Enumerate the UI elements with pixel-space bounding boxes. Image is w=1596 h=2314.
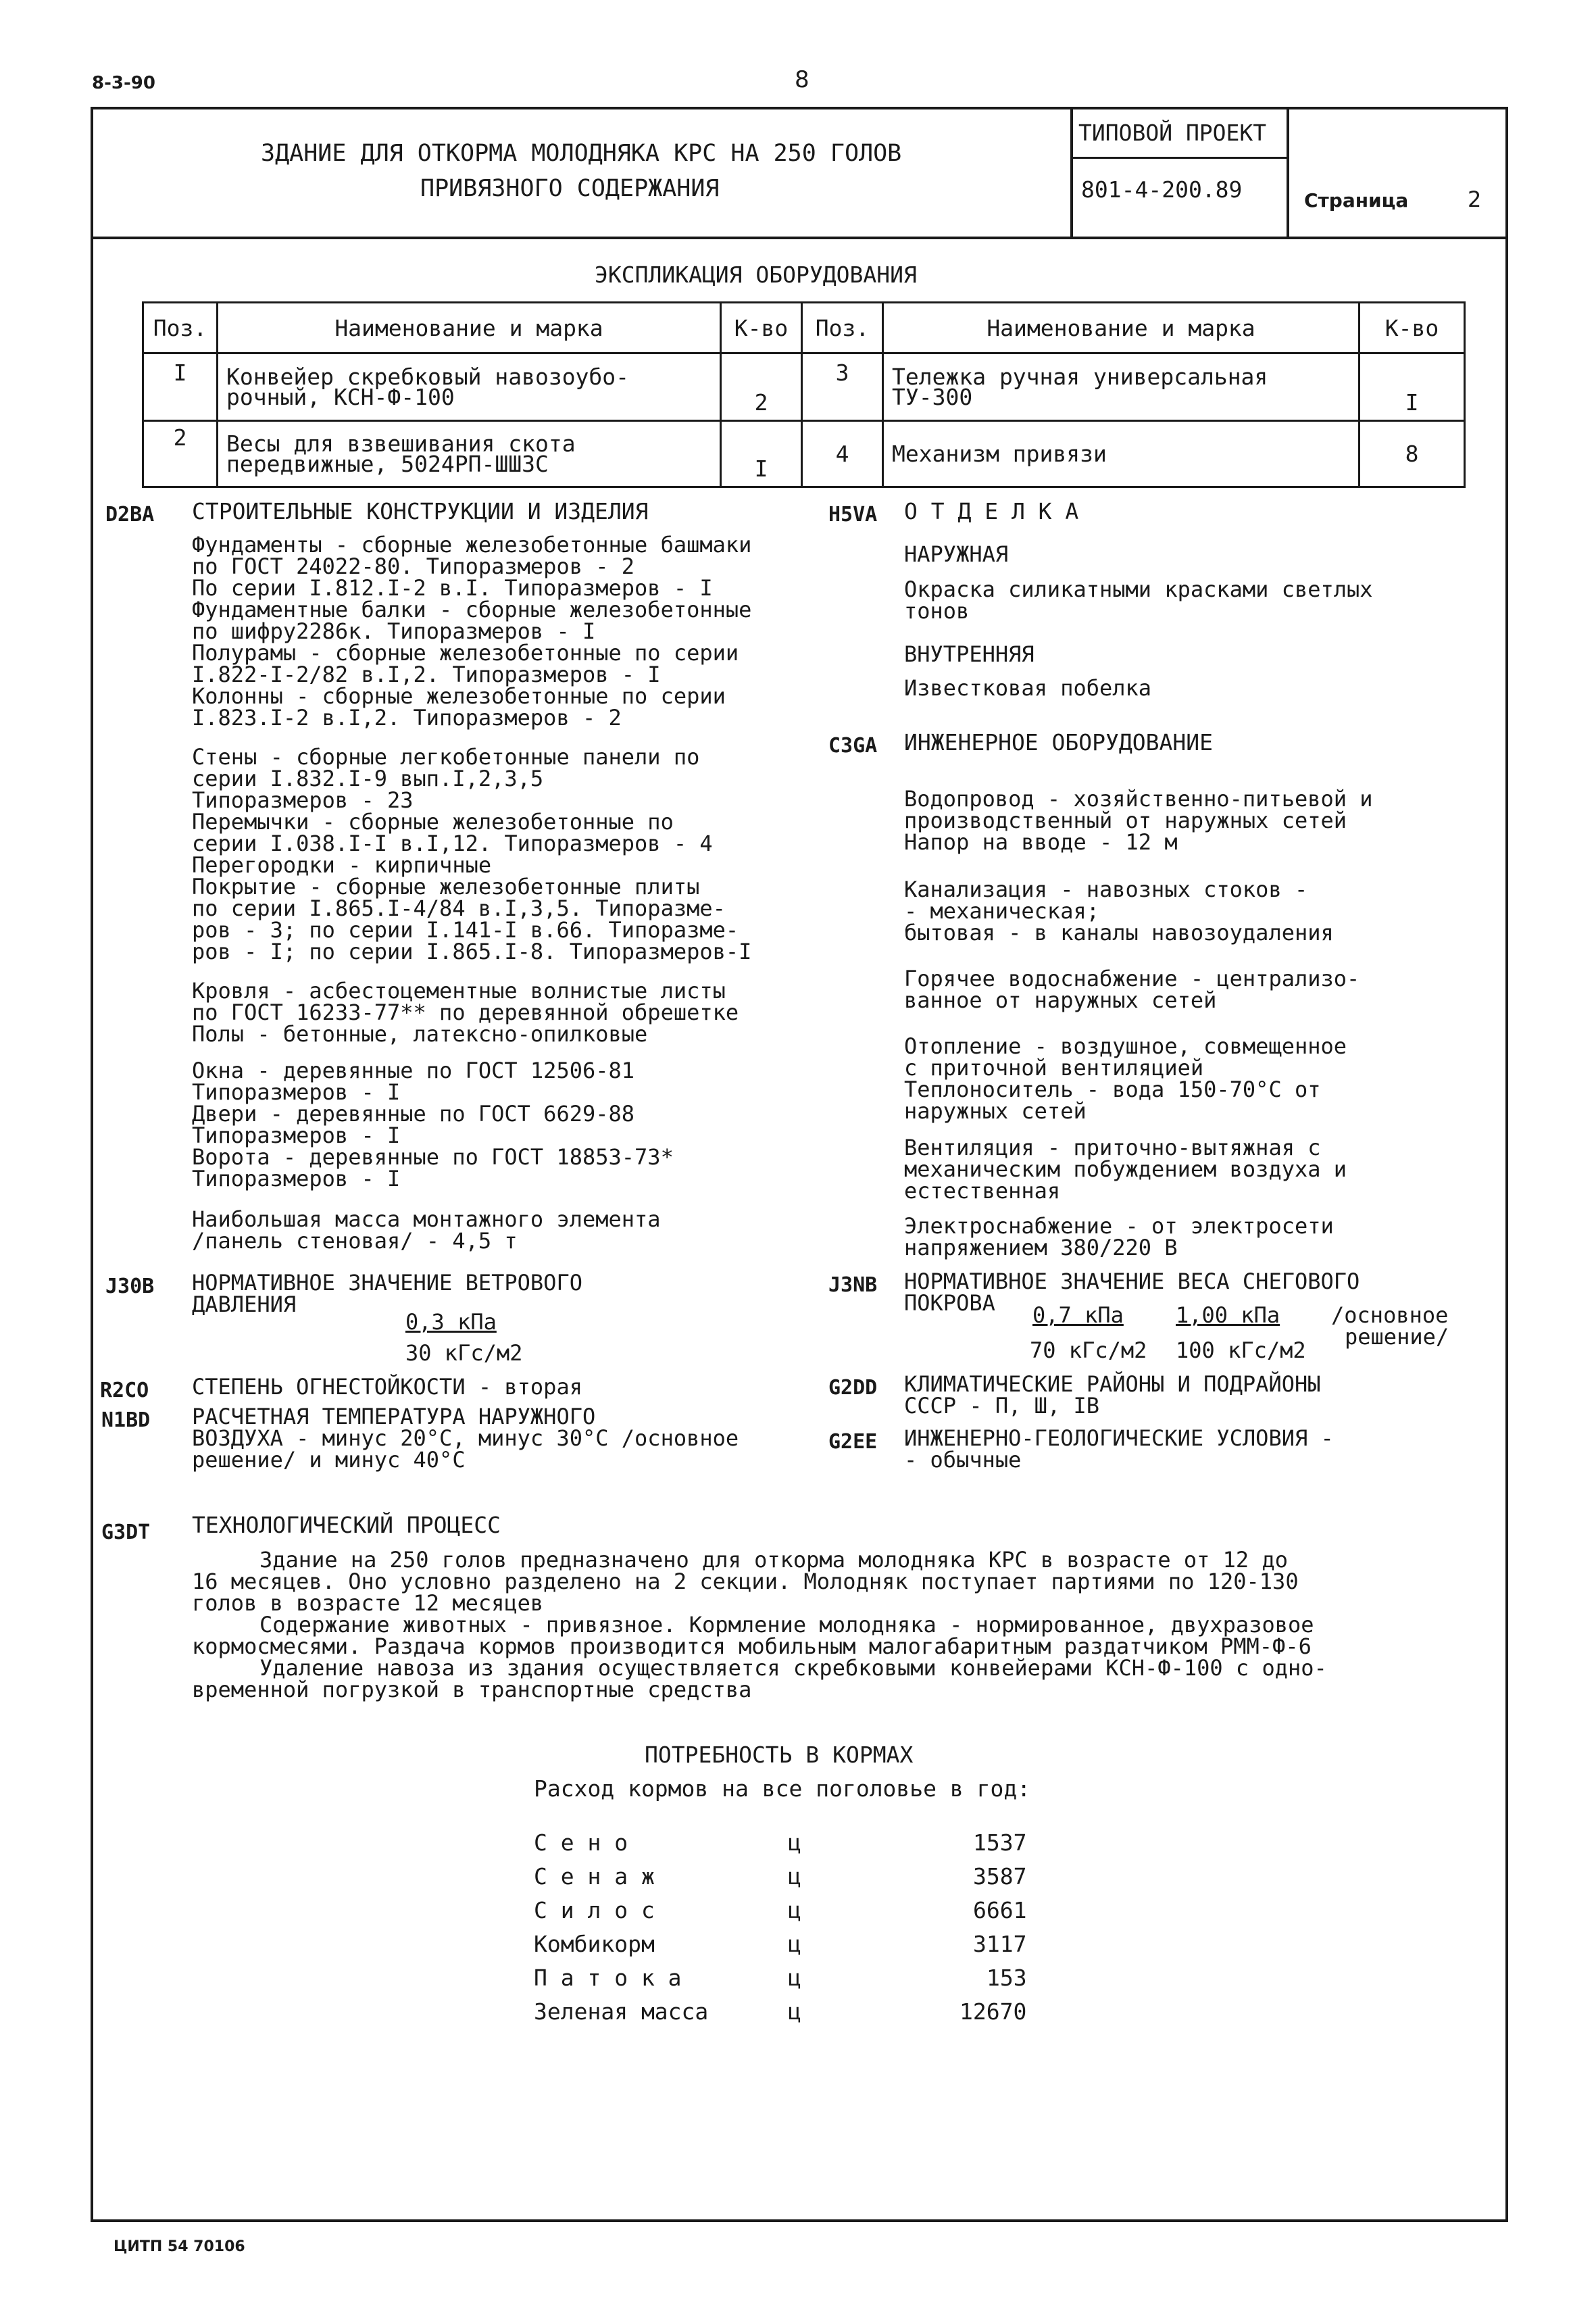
- section-code: J30B: [105, 1275, 155, 1298]
- text-line: СССР - П, Ш, IВ: [904, 1393, 1099, 1419]
- column-header: Наименование и марка: [218, 303, 721, 353]
- page-number: 8: [795, 66, 809, 93]
- feed-item-value: 6661: [973, 1897, 1027, 1923]
- header-divider: [1287, 107, 1289, 238]
- text-line: естественная: [904, 1178, 1061, 1204]
- feed-item-value: 3587: [973, 1863, 1027, 1890]
- text-line: Типоразмеров - 23: [192, 787, 414, 813]
- construction-block: [192, 980, 739, 1045]
- text-line: Окна - деревянные по ГОСТ 12506-81: [192, 1058, 635, 1083]
- name-line: передвижные, 5024РП-ШШЗС: [226, 450, 549, 477]
- text-line: /панель стеновая/ - 4,5 т: [192, 1228, 518, 1254]
- construction-block: [192, 534, 751, 729]
- fire-resistance: СТЕПЕНЬ ОГНЕСТОЙКОСТИ - вторая: [192, 1374, 582, 1400]
- feed-item-unit: ц: [788, 1897, 801, 1923]
- text-line: Фундаментные балки - сборные железобетонные: [192, 597, 752, 622]
- text-line: Перегородки - кирпичные: [192, 852, 492, 878]
- finishing-exterior-label: НАРУЖНАЯ: [904, 541, 1009, 567]
- finishing-interior-label: ВНУТРЕННЯЯ: [904, 641, 1034, 667]
- finishing-exterior: [904, 578, 1373, 622]
- text-line: тонов: [904, 598, 970, 624]
- engineering-sewer: [904, 879, 1334, 943]
- text-line: по серии I.865.I-4/84 в.I,3,5. Типоразме-: [192, 895, 726, 921]
- engineering-power: [904, 1215, 1334, 1258]
- text-line: НОРМАТИВНОЕ ЗНАЧЕНИЕ ВЕСА СНЕГОВОГО: [904, 1269, 1360, 1294]
- document-title-line1: ЗДАНИЕ ДЛЯ ОТКОРМА МОЛОДНЯКА КРС НА 250 ГОЛОВ: [261, 140, 902, 167]
- quantity-cell: I: [1360, 353, 1465, 421]
- text-line: с приточной вентиляцией: [904, 1055, 1204, 1081]
- section-code: D2BA: [105, 503, 155, 526]
- text-line: Фундаменты - сборные железобетонные башмаки: [192, 532, 752, 558]
- table-row: [143, 353, 1465, 421]
- text-line: КЛИМАТИЧЕСКИЕ РАЙОНЫ И ПОДРАЙОНЫ: [904, 1371, 1321, 1397]
- text-line: I.822-I-2/82 в.I,2. Типоразмеров - I: [192, 662, 661, 687]
- footer-stamp: ЦИТП 54 70106: [114, 2238, 245, 2255]
- text-line: Известковая побелка: [904, 675, 1152, 701]
- column-header: Поз.: [802, 303, 883, 353]
- wind-value-kpa: 0,3 кПа: [405, 1309, 497, 1335]
- equipment-table: [142, 301, 1466, 488]
- text-line: Двери - деревянные по ГОСТ 6629-88: [192, 1101, 635, 1127]
- section-code: R2CO: [100, 1379, 149, 1402]
- name-line: Тележка ручная универсальная: [892, 363, 1268, 390]
- section-code: H5VA: [828, 503, 878, 526]
- section-code: J3NB: [828, 1273, 878, 1297]
- text-line: По серии I.812.I-2 в.I. Типоразмеров - I: [192, 575, 713, 601]
- feed-item-name: П а т о к а: [534, 1965, 682, 1991]
- text-line: ров - I; по серии I.865.I-8. Типоразмеров-I: [192, 939, 752, 964]
- text-line: решение/ и минус 40°С: [192, 1447, 466, 1473]
- finishing-interior: [904, 677, 1151, 699]
- header-divider: [91, 237, 1508, 239]
- text-line: механическим побуждением воздуха и: [904, 1156, 1347, 1182]
- feed-item-unit: ц: [788, 1863, 801, 1890]
- feed-item-value: 12670: [959, 1998, 1027, 2025]
- column-header: Наименование и марка: [883, 303, 1360, 353]
- text-line: Кровля - асбестоцементные волнистые листы: [192, 978, 726, 1004]
- text-line: серии I.038.I-I в.I,12. Типоразмеров - 4: [192, 831, 713, 856]
- engineering-heating: [904, 1035, 1347, 1122]
- feed-item-value: 3117: [973, 1931, 1027, 1957]
- text-line: Перемычки - сборные железобетонные по: [192, 809, 674, 835]
- engineering-water: [904, 788, 1373, 853]
- sheet-label: Страница: [1304, 189, 1409, 212]
- quantity-cell: I: [721, 421, 802, 487]
- text-line: ИНЖЕНЕРНО-ГЕОЛОГИЧЕСКИЕ УСЛОВИЯ -: [904, 1425, 1334, 1451]
- name-line: Конвейер скребковый навозоубо-: [226, 363, 630, 390]
- text-line: Покрытие - сборные железобетонные плиты: [192, 874, 700, 900]
- text-line: по ГОСТ 16233-77** по деревянной обрешетке: [192, 1000, 739, 1025]
- name-cell: [883, 421, 1360, 487]
- text-line: Полы - бетонные, латексно-опилковые: [192, 1021, 648, 1047]
- top-left-code: 8-3-90: [92, 73, 155, 93]
- header-divider: [1070, 107, 1073, 238]
- text-line: Канализация - навозных стоков -: [904, 877, 1308, 902]
- process-heading: ТЕХНОЛОГИЧЕСКИЙ ПРОЦЕСС: [192, 1512, 501, 1538]
- text-line: Водопровод - хозяйственно-питьевой и: [904, 786, 1373, 812]
- wind-label: [192, 1272, 582, 1315]
- quantity-cell: 2: [721, 353, 802, 421]
- text-line: бытовая - в каналы навозоудаления: [904, 920, 1334, 945]
- text-line: ванное от наружных сетей: [904, 987, 1217, 1013]
- section-code: G2EE: [828, 1430, 878, 1454]
- name-line: ТУ-300: [892, 383, 973, 410]
- snow-value2-kgf: 100 кГс/м2: [1176, 1337, 1306, 1363]
- feed-item-name: Комбикорм: [534, 1931, 655, 1957]
- equipment-heading: ЭКСПЛИКАЦИЯ ОБОРУДОВАНИЯ: [595, 262, 917, 288]
- text-line: ПОКРОВА: [904, 1290, 995, 1316]
- position-cell: 2: [143, 421, 218, 487]
- construction-heading: СТРОИТЕЛЬНЫЕ КОНСТРУКЦИИ И ИЗДЕЛИЯ: [192, 498, 649, 524]
- text-line: производственный от наружных сетей: [904, 808, 1347, 833]
- text-line: I.823.I-2 в.I,2. Типоразмеров - 2: [192, 705, 622, 731]
- snow-value1-kpa: 0,7 кПа: [1032, 1302, 1124, 1328]
- text-line: - механическая;: [904, 898, 1099, 924]
- snow-note-line2: решение/: [1345, 1324, 1449, 1350]
- text-line: Вентиляция - приточно-вытяжная с: [904, 1135, 1321, 1160]
- text-line: Окраска силикатными красками светлых: [904, 576, 1373, 602]
- position-cell: 3: [802, 353, 883, 421]
- section-code: G3DT: [101, 1521, 151, 1544]
- climate-text: [904, 1373, 1321, 1417]
- text-line: по шифру2286к. Типоразмеров - I: [192, 618, 596, 644]
- column-header: К-во: [1360, 303, 1465, 353]
- name-line: рочный, КСН-Ф-100: [226, 383, 455, 410]
- position-cell: 4: [802, 421, 883, 487]
- name-line: Весы для взвешивания скота: [226, 430, 576, 457]
- text-line: серии I.832.I-9 вып.I,2,3,5: [192, 766, 544, 791]
- sheet-number: 2: [1468, 187, 1482, 212]
- feed-item-name: Зеленая масса: [534, 1998, 709, 2025]
- section-code: G2DD: [828, 1376, 878, 1400]
- snow-label: [904, 1271, 1360, 1314]
- name-cell: [883, 353, 1360, 421]
- text-line: - обычные: [904, 1447, 1022, 1473]
- text-line: Ворота - деревянные по ГОСТ 18853-73*: [192, 1144, 674, 1170]
- column-header: К-во: [721, 303, 802, 353]
- process-line: Удаление навоза из здания осуществляется скребковыми конвейерами КСН-Ф-100 с одно-: [259, 1655, 1327, 1681]
- finishing-heading: О Т Д Е Л К А: [904, 498, 1079, 524]
- quantity-cell: 8: [1360, 421, 1465, 487]
- text-line: Типоразмеров - I: [192, 1123, 401, 1148]
- feed-subheading: Расход кормов на все поголовье в год:: [534, 1775, 1031, 1802]
- feed-heading: ПОТРЕБНОСТЬ В КОРМАХ: [645, 1742, 914, 1768]
- section-code: C3GA: [828, 734, 878, 758]
- section-code: N1BD: [101, 1408, 151, 1432]
- feed-item-unit: ц: [788, 1829, 801, 1856]
- process-line: голов в возрасте 12 месяцев: [192, 1590, 544, 1616]
- column-header: Поз.: [143, 303, 218, 353]
- table-row: [143, 421, 1465, 487]
- text-line: по ГОСТ 24022-80. Типоразмеров - 2: [192, 553, 635, 579]
- process-line: кормосмесями. Раздача кормов производится мобильным малогабаритным раздатчиком РММ-Ф-6: [192, 1633, 1312, 1659]
- temperature-text: [192, 1406, 739, 1471]
- text-line: Полурамы - сборные железобетонные по серии: [192, 640, 739, 666]
- feed-item-name: С е н о: [534, 1829, 628, 1856]
- feed-item-name: С и л о с: [534, 1897, 655, 1923]
- text-line: наружных сетей: [904, 1098, 1087, 1124]
- project-number: 801-4-200.89: [1081, 176, 1243, 203]
- snow-note-line1: /основное: [1331, 1302, 1449, 1328]
- text-line: Электроснабжение - от электросети: [904, 1213, 1334, 1239]
- feed-item-unit: ц: [788, 1931, 801, 1957]
- feed-item-unit: ц: [788, 1965, 801, 1991]
- construction-block: [192, 1060, 674, 1189]
- text-line: НОРМАТИВНОЕ ЗНАЧЕНИЕ ВЕТРОВОГО: [192, 1270, 582, 1296]
- process-line: Содержание животных - привязное. Кормление молодняка - нормированное, двухразовое: [259, 1612, 1314, 1638]
- engineering-ventilation: [904, 1137, 1347, 1202]
- wind-value-kgf: 30 кГс/м2: [405, 1340, 523, 1366]
- text-line: Типоразмеров - I: [192, 1166, 401, 1191]
- feed-item-value: 153: [987, 1965, 1027, 1991]
- header-divider: [1070, 157, 1288, 159]
- feed-item-name: С е н а ж: [534, 1863, 655, 1890]
- construction-block: [192, 746, 751, 962]
- text-line: Стены - сборные легкобетонные панели по: [192, 744, 700, 770]
- process-line: 16 месяцев. Оно условно разделено на 2 секции. Молодняк поступает партиями по 120-130: [192, 1569, 1299, 1594]
- table-header-row: [143, 303, 1465, 353]
- geology-text: [904, 1427, 1334, 1471]
- feed-item-value: 1537: [973, 1829, 1027, 1856]
- name-cell: [218, 353, 721, 421]
- text-line: Напор на вводе - 12 м: [904, 829, 1178, 855]
- process-line: Здание на 250 голов предназначено для откорма молодняка КРС в возрасте от 12 до: [259, 1547, 1288, 1573]
- document-title-line2: ПРИВЯЗНОГО СОДЕРЖАНИЯ: [420, 175, 720, 202]
- text-line: Колонны - сборные железобетонные по серии: [192, 683, 726, 709]
- text-line: ВОЗДУХА - минус 20°С, минус 30°С /основное: [192, 1425, 739, 1451]
- text-line: напряжением 380/220 В: [904, 1235, 1178, 1260]
- process-line: временной погрузкой в транспортные средства: [192, 1677, 752, 1702]
- text-line: Отопление - воздушное, совмещенное: [904, 1033, 1347, 1059]
- text-line: Теплоноситель - вода 150-70°С от: [904, 1077, 1321, 1102]
- text-line: РАСЧЕТНАЯ ТЕМПЕРАТУРА НАРУЖНОГО: [192, 1404, 596, 1429]
- name-cell: [218, 421, 721, 487]
- name-line: Механизм привязи: [892, 440, 1107, 467]
- text-line: Наибольшая масса монтажного элемента: [192, 1206, 661, 1232]
- engineering-hot-water: [904, 968, 1360, 1011]
- text-line: Типоразмеров - I: [192, 1079, 401, 1105]
- project-label: ТИПОВОЙ ПРОЕКТ: [1078, 120, 1267, 146]
- engineering-heading: ИНЖЕНЕРНОЕ ОБОРУДОВАНИЕ: [904, 729, 1213, 756]
- construction-block: [192, 1208, 661, 1252]
- text-line: Горячее водоснабжение - централизо-: [904, 966, 1360, 991]
- text-line: ров - 3; по серии I.141-I в.66. Типоразме-: [192, 917, 739, 943]
- snow-value1-kgf: 70 кГс/м2: [1030, 1337, 1147, 1363]
- snow-value2-kpa: 1,00 кПа: [1176, 1302, 1280, 1328]
- feed-item-unit: ц: [788, 1998, 801, 2025]
- position-cell: I: [143, 353, 218, 421]
- text-line: ДАВЛЕНИЯ: [192, 1291, 297, 1317]
